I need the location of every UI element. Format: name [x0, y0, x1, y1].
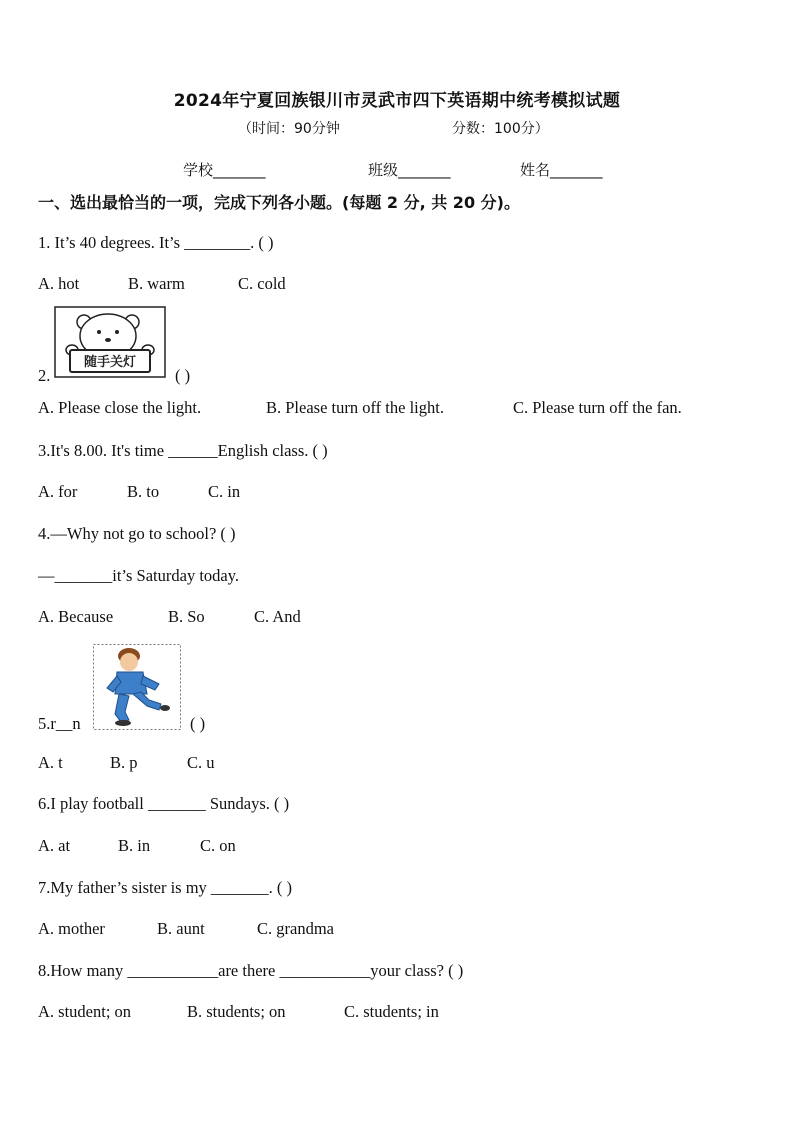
question-4-option-c: C. And	[254, 607, 301, 626]
question-4-stem-reply: —_______it’s Saturday today.	[38, 566, 240, 585]
section-heading: 一、选出最恰当的一项，完成下列各小题。(每题 2 分, 共 20 分)。	[38, 193, 520, 212]
question-3-option-b: B. to	[127, 482, 160, 501]
page-title: 2024年宁夏回族银川市灵武市四下英语期中统考模拟试题	[173, 91, 621, 111]
question-1-option-a: A. hot	[38, 274, 80, 293]
question-2-option-b: B. Please turn off the light.	[266, 398, 444, 417]
question-4-option-a: A. Because	[38, 607, 114, 626]
question-6-option-a: A. at	[38, 836, 71, 855]
question-2-option-a: A. Please close the light.	[38, 398, 202, 417]
question-4-option-b: B. So	[168, 607, 205, 626]
exam-score: 分数：100分）	[452, 121, 549, 137]
question-4-stem: 4.—Why not go to school? ( )	[38, 524, 236, 543]
question-8-option-b: B. students; on	[187, 1002, 286, 1021]
question-3-stem: 3.It's 8.00. It's time ______English class. ( )	[38, 441, 328, 460]
question-7-option-c: C. grandma	[257, 919, 334, 938]
exam-time: （时间：90分钟	[238, 121, 340, 137]
question-6-option-c: C. on	[200, 836, 236, 855]
question-5-option-a: A. t	[38, 753, 63, 772]
question-8-option-c: C. students; in	[344, 1002, 439, 1021]
name-field: 姓名_______	[520, 161, 603, 179]
question-3-option-a: A. for	[38, 482, 78, 501]
question-6-stem: 6.I play football _______ Sundays. ( )	[38, 794, 290, 813]
school-field: 学校_______	[183, 161, 266, 179]
question-2-option-c: C. Please turn off the fan.	[513, 398, 682, 417]
running-boy-image	[93, 644, 181, 730]
question-7-option-a: A. mother	[38, 919, 105, 938]
question-8-option-a: A. student; on	[38, 1002, 132, 1021]
sign-label: 随手关灯	[83, 355, 137, 370]
question-5-stem: 5.r__n	[38, 714, 81, 733]
question-7-option-b: B. aunt	[157, 919, 205, 938]
question-3-option-c: C. in	[208, 482, 241, 501]
question-2-paren: ( )	[175, 366, 191, 385]
question-6-option-b: B. in	[118, 836, 151, 855]
question-1-option-c: C. cold	[238, 274, 286, 293]
question-5-paren: ( )	[190, 714, 206, 733]
question-1-stem: 1. It’s 40 degrees. It’s ________. ( )	[38, 233, 274, 252]
question-5-option-b: B. p	[110, 753, 138, 772]
question-7-stem: 7.My father’s sister is my _______. ( )	[38, 878, 293, 897]
turn-off-light-sign-image	[54, 306, 166, 378]
question-2-stem: 2.	[38, 366, 51, 385]
question-5-option-c: C. u	[187, 753, 215, 772]
question-1-option-b: B. warm	[128, 274, 185, 293]
question-8-stem: 8.How many ___________are there ___________your class? ( )	[38, 961, 464, 980]
class-field: 班级_______	[368, 161, 451, 179]
